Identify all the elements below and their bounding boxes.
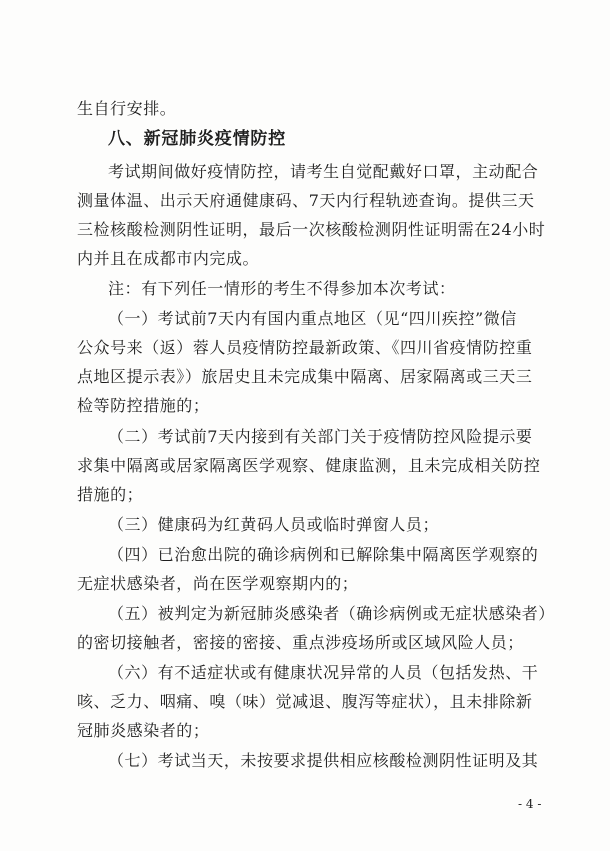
- paragraph-line: 测量体温、出示天府通健康码、7天内行程轨迹查询。提供三天: [77, 191, 535, 210]
- list-item-line: 检等防控措施的；: [77, 396, 210, 415]
- section-heading: 八、新冠肺炎疫情防控: [108, 129, 286, 149]
- list-item-line: 公众号来（返）蓉人员疫情防控最新政策、《四川省疫情防控重: [77, 338, 533, 357]
- list-item-line: 措施的；: [77, 485, 144, 504]
- list-item-line: 求集中隔离或居家隔离医学观察、健康监测，且未完成相关防控: [77, 456, 541, 475]
- note-intro-line: 注：有下列任一情形的考生不得参加本次考试：: [108, 279, 456, 298]
- list-item-line: （六）有不适症状或有健康状况异常的人员（包括发热、干: [108, 663, 539, 682]
- intro-tail-line: 生自行安排。: [77, 99, 177, 118]
- list-item-line: 无症状感染者，尚在医学观察期内的；: [77, 574, 359, 593]
- paragraph-line: 考试期间做好疫情防控，请考生自觉配戴好口罩，主动配合: [108, 162, 539, 181]
- paragraph-line: 三检核酸检测阴性证明，最后一次核酸检测阴性证明需在24小时: [77, 220, 546, 239]
- list-item-line: （一）考试前7天内有国内重点地区（见“四川疾控”微信: [108, 309, 517, 328]
- paragraph-line: 内并且在成都市内完成。: [77, 249, 260, 268]
- list-item-line: （五）被判定为新冠肺炎感染者（确诊病例或无症状感染者）: [108, 604, 555, 623]
- list-item-line: 的密切接触者，密接的密接、重点涉疫场所或区域风险人员；: [77, 633, 524, 652]
- list-item-line: 冠肺炎感染者的；: [77, 721, 210, 740]
- list-item-line: 点地区提示表》）旅居史且未完成集中隔离、居家隔离或三天三: [77, 367, 533, 386]
- list-item-line: （三）健康码为红黄码人员或临时弹窗人员；: [108, 515, 440, 534]
- list-item-line: （七）考试当天，未按要求提供相应核酸检测阴性证明及其: [108, 751, 539, 770]
- page-number: - 4 -: [518, 797, 542, 811]
- list-item-line: （二）考试前7天内接到有关部门关于疫情防控风险提示要: [108, 427, 533, 446]
- list-item-line: （四）已治愈出院的确诊病例和已解除集中隔离医学观察的: [108, 545, 539, 564]
- list-item-line: 咳、乏力、咽痛、嗅（味）觉减退、腹泻等症状），且未排除新: [77, 692, 533, 711]
